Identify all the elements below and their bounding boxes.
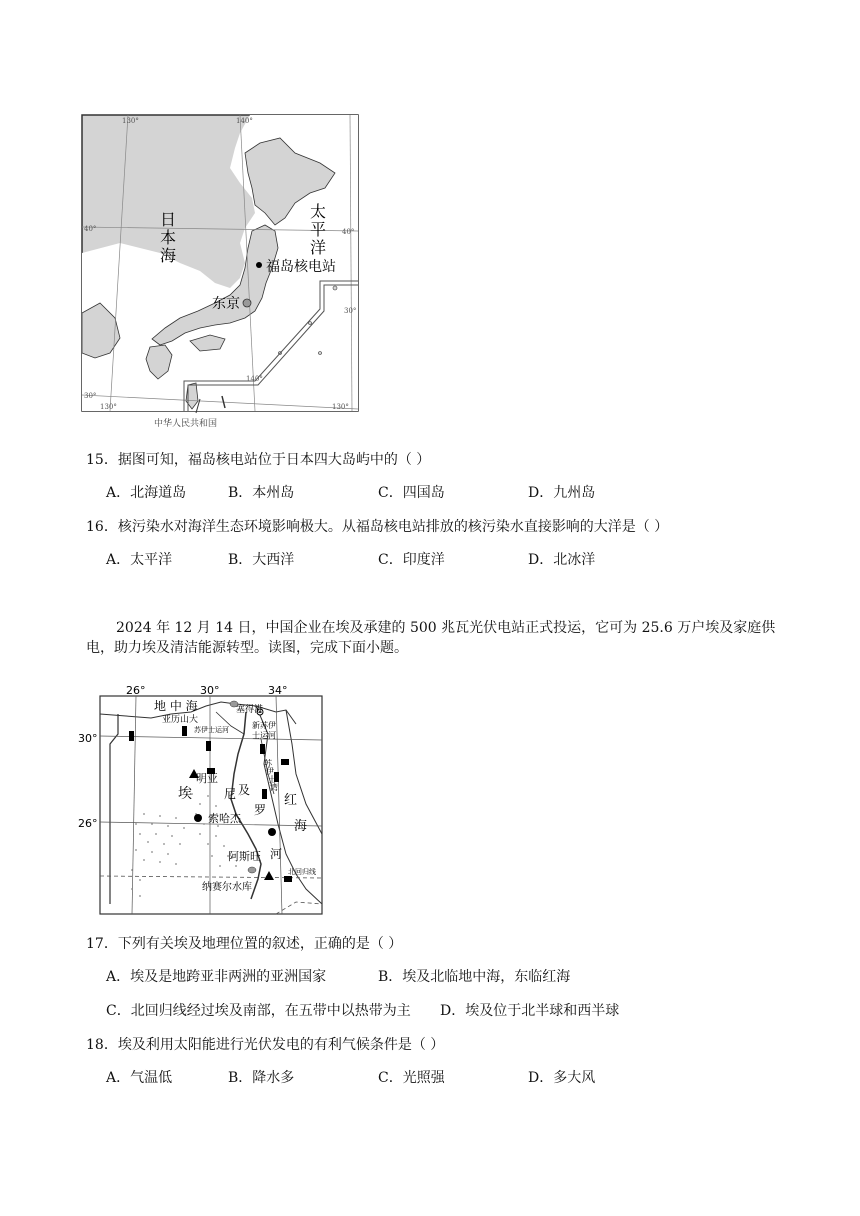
q15-option-a[interactable]: A．北海道岛 [106, 485, 187, 501]
tokyo-marker [243, 299, 251, 307]
q18-stem: 18．埃及利用太阳能进行光伏发电的有利气候条件是（ ） [86, 1037, 445, 1053]
new-suez-canal-label-2: 士运河 [252, 731, 276, 740]
lon26-label: 26° [126, 684, 146, 697]
prc-label: 中华人民共和国 [154, 419, 218, 429]
sea-of-japan-char2: 本 [160, 228, 177, 247]
fukushima-marker [256, 262, 262, 268]
nile-label-char3: 罗 [254, 803, 267, 817]
nile-label-char1: 尼 [224, 787, 237, 801]
q16-option-a[interactable]: A．太平洋 [106, 552, 173, 568]
q15-option-d[interactable]: D．九州岛 [528, 485, 596, 501]
q18-option-b[interactable]: B．降水多 [228, 1070, 295, 1086]
mediterranean-label: 地 中 海 [154, 699, 198, 713]
tokyo-label: 东京 [212, 296, 240, 312]
q16-stem: 16．核污染水对海洋生态环境影响极大。从福岛核电站排放的核污染水直接影响的大洋是（ ） [86, 519, 669, 535]
lon34-label: 34° [268, 684, 288, 697]
tropic-label: 北回归线 [288, 868, 316, 876]
q18-option-d[interactable]: D．多大风 [528, 1070, 596, 1086]
suez-canal-label: 苏伊士运河 [194, 726, 229, 734]
q18-option-c[interactable]: C．光照强 [378, 1070, 445, 1086]
reading-passage: 2024 年 12 月 14 日，中国企业在埃及承建的 500 兆瓦光伏电站正式投运，它可为 25.6 万户埃及家庭供电，助力埃及清洁能源转型。读图，完成下面小题。 [86, 620, 776, 656]
egypt-label: 埃 [178, 786, 192, 802]
sea-of-japan-char3: 海 [160, 246, 177, 265]
pacific-char3: 洋 [310, 238, 327, 257]
q17-stem: 17．下列有关埃及地理位置的叙述，正确的是（ ） [86, 936, 403, 952]
q15-option-b[interactable]: B．本州岛 [228, 485, 295, 501]
lat30-right-label: 30° [344, 307, 357, 315]
gulf-suez-label-4: 湾 [270, 783, 278, 792]
lon30-label: 30° [200, 684, 220, 697]
new-suez-canal-label-1: 新苏伊 [252, 721, 276, 730]
japan-map [80, 113, 360, 433]
pacific-char1: 太 [310, 202, 327, 221]
q17-option-c[interactable]: C．北回归线经过埃及南部，在五带中以热带为主 [106, 1003, 411, 1019]
port-said-label: 塞得港 [236, 705, 264, 715]
minya-label: 明亚 [196, 772, 218, 785]
lon130-bottom-label: 130° [100, 403, 117, 411]
nile-he-label: 河 [270, 847, 283, 861]
q15-option-c[interactable]: C．四国岛 [378, 485, 445, 501]
lon140-bottom-label: 140° [246, 375, 263, 383]
gulf-suez-label-3: 士 [268, 775, 276, 784]
q15-stem: 15．据图可知，福岛核电站位于日本四大岛屿中的（ ） [86, 452, 431, 468]
q18-option-a[interactable]: A．气温低 [106, 1070, 173, 1086]
lat30-label: 30° [78, 732, 98, 745]
aswan-label: 阿斯旺 [228, 850, 261, 863]
sohag-label: 索哈杰 [208, 812, 241, 825]
q17-option-d[interactable]: D．埃及位于北半球和西半球 [440, 1003, 620, 1019]
lon130-top-label: 130° [122, 117, 139, 125]
q16-option-b[interactable]: B．大西洋 [228, 552, 295, 568]
alexandria-label: 亚历山大 [162, 715, 199, 725]
lat30-left-label: 30° [84, 392, 97, 400]
q17-option-b[interactable]: B．埃及北临地中海，东临红海 [378, 969, 571, 985]
pacific-char2: 平 [310, 220, 327, 239]
lon130-right-bottom-label: 130° [332, 403, 349, 411]
q17-option-a[interactable]: A．埃及是地跨亚非两洲的亚洲国家 [106, 969, 327, 985]
sea-of-japan-char1: 日 [160, 210, 177, 229]
fukushima-label: 福岛核电站 [266, 259, 336, 275]
red-sea-label-2: 海 [294, 819, 308, 834]
lon140-top-label: 140° [236, 117, 253, 125]
red-sea-label-1: 红 [284, 793, 298, 808]
q16-option-c[interactable]: C．印度洋 [378, 552, 445, 568]
lat40-right-label: 40° [342, 228, 355, 236]
gulf-suez-label-1: 苏 [264, 759, 272, 768]
egypt-map [78, 684, 328, 920]
lat26-label: 26° [78, 817, 98, 830]
gulf-suez-label-2: 伊 [266, 767, 274, 776]
q16-option-d[interactable]: D．北冰洋 [528, 552, 596, 568]
lat40-left-label: 40° [84, 225, 97, 233]
nasser-label: 纳赛尔水库 [202, 882, 252, 893]
nile-label-char2: 及 [238, 783, 251, 797]
